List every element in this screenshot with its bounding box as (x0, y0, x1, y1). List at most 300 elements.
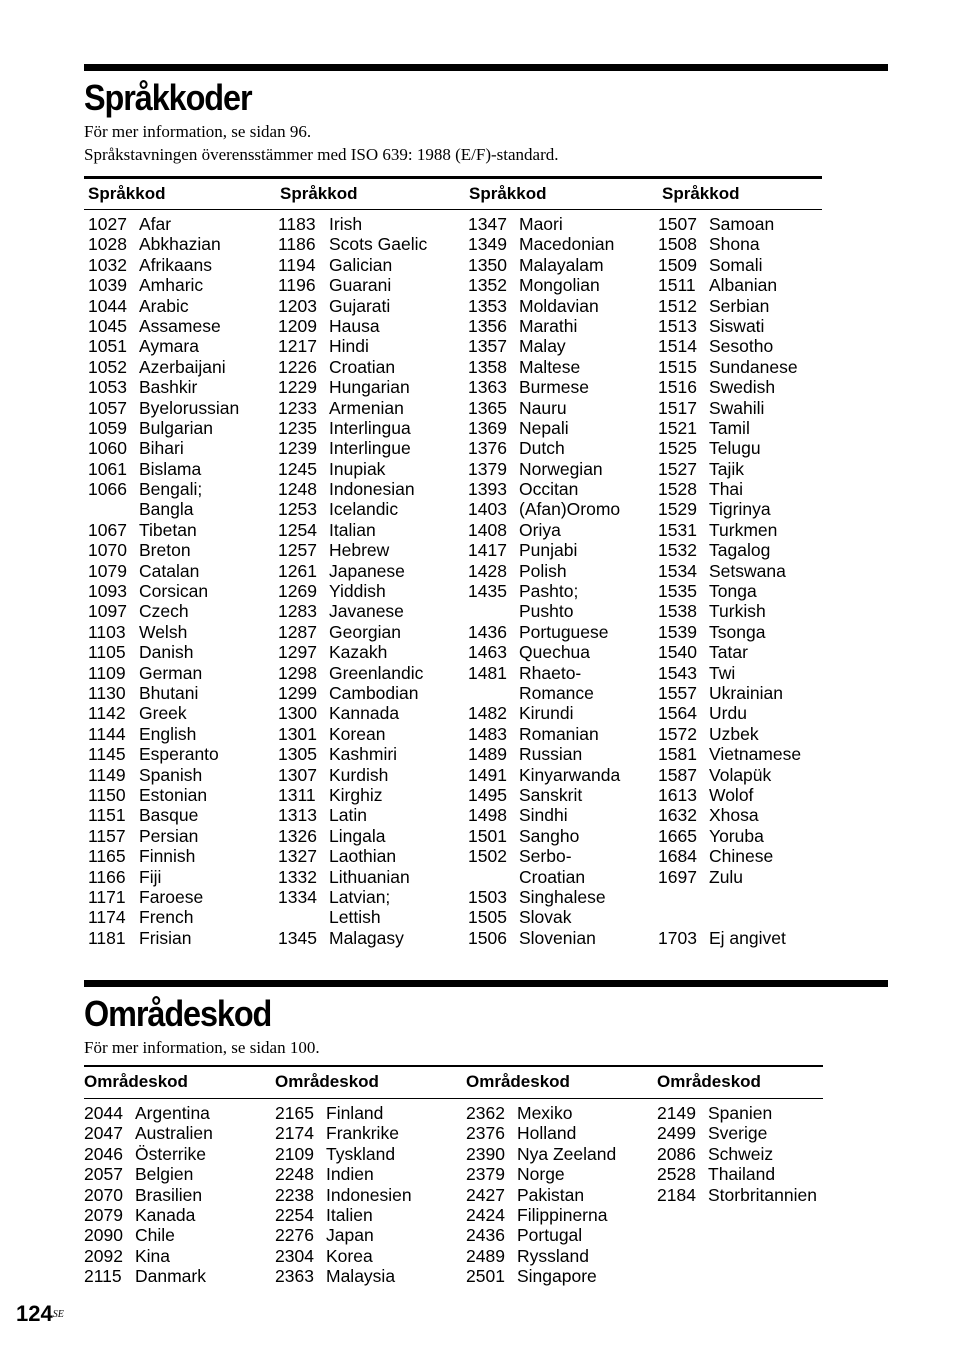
code-label: Indonesian (329, 479, 415, 500)
code-value: 2165 (275, 1103, 314, 1123)
code-value: 1257 (278, 540, 317, 561)
code-value: 1408 (468, 519, 507, 540)
code-label: Zulu (709, 866, 744, 887)
code-label: Malagasy (329, 927, 404, 948)
code-label: Hindi (329, 336, 369, 357)
code-label: Georgian (329, 621, 401, 642)
code-value: 1332 (278, 866, 317, 887)
code-label: Azerbaijani (139, 356, 226, 377)
code-label: Tyskland (326, 1143, 396, 1164)
code-value: 1363 (468, 377, 507, 398)
code-value: 1581 (658, 744, 697, 765)
code-label: Welsh (139, 621, 188, 642)
code-label: Indien (326, 1164, 374, 1185)
code-value: 1358 (468, 356, 507, 377)
code-label: Belgien (135, 1164, 194, 1185)
code-label: Singapore (517, 1266, 597, 1287)
code-value: 1253 (278, 499, 317, 520)
code-label: Hungarian (329, 377, 410, 398)
code-label: Spanish (139, 764, 203, 785)
code-value: 1498 (468, 805, 507, 826)
code-value: 1697 (658, 866, 697, 887)
code-label: Marathi (519, 315, 578, 336)
code-label: Storbritannien (708, 1184, 817, 1205)
code-value: 1067 (88, 519, 127, 540)
code-label: German (139, 662, 203, 683)
code-label: Greenlandic (329, 662, 424, 683)
code-label: Singhalese (519, 886, 606, 907)
code-label: Guarani (329, 275, 392, 296)
language-intro-line: För mer information, se sidan 96. (84, 122, 312, 141)
language-code-table (84, 176, 822, 956)
code-label: Amharic (139, 275, 204, 296)
code-value: 1254 (278, 519, 317, 540)
code-value: 2070 (84, 1184, 123, 1205)
code-value: 1181 (88, 927, 126, 948)
code-value: 1483 (468, 723, 507, 744)
code-value: 1130 (88, 682, 126, 703)
code-value: 1028 (88, 234, 127, 255)
code-label: Mongolian (519, 275, 600, 296)
code-label: Tonga (709, 581, 757, 602)
code-label: English (139, 723, 197, 744)
area-code-table (84, 1065, 823, 1295)
code-value: 1150 (88, 784, 126, 805)
code-value: 1508 (658, 234, 697, 255)
code-value: 1503 (468, 886, 507, 907)
code-label: Esperanto (139, 744, 219, 765)
code-label: Hausa (329, 315, 380, 336)
code-label: Sesotho (709, 336, 774, 357)
code-value: 1300 (278, 703, 317, 724)
code-label: Croatian (519, 866, 586, 887)
code-label: Japanese (329, 560, 405, 581)
code-label: Rhaeto- (519, 662, 582, 683)
code-label: Chile (135, 1225, 175, 1246)
code-label: Serbo- (519, 846, 572, 867)
code-label: Wolof (709, 784, 754, 805)
code-value: 1066 (88, 479, 127, 500)
code-label: Sindhi (519, 805, 568, 826)
column-header: Områdeskod (466, 1072, 570, 1091)
code-value: 2427 (466, 1184, 505, 1205)
code-value: 2379 (466, 1164, 505, 1185)
code-label: Kirghiz (329, 784, 383, 805)
code-label: Somali (709, 254, 763, 275)
code-label: Lithuanian (329, 866, 410, 887)
code-value: 1376 (468, 438, 507, 459)
code-label: Breton (139, 540, 191, 561)
code-value: 2109 (275, 1143, 314, 1164)
code-value: 2528 (657, 1164, 696, 1185)
code-label: Bengali; (139, 479, 203, 500)
code-label: Uzbek (709, 723, 759, 744)
code-label: Malaysia (326, 1266, 396, 1287)
code-label: Maori (519, 214, 563, 234)
code-label: Filippinerna (517, 1204, 608, 1225)
code-label: Interlingue (329, 438, 411, 459)
code-value: 1093 (88, 581, 127, 602)
code-label: Romance (519, 682, 594, 703)
code-value: 1151 (88, 805, 126, 826)
code-value: 1516 (658, 377, 697, 398)
code-label: Javanese (329, 601, 404, 622)
code-label: Hebrew (329, 540, 390, 561)
code-value: 1145 (88, 744, 126, 765)
code-value: 1345 (278, 927, 317, 948)
code-label: Polish (519, 560, 567, 581)
code-value: 1334 (278, 886, 317, 907)
code-label: Finnish (139, 846, 196, 867)
code-label: Interlingua (329, 417, 411, 438)
column-header: Områdeskod (657, 1072, 761, 1091)
code-value: 1587 (658, 764, 697, 785)
code-label: Yoruba (709, 825, 764, 846)
code-value: 1166 (88, 866, 126, 887)
code-label: Estonian (139, 784, 208, 805)
code-label: Catalan (139, 560, 200, 581)
code-value: 1299 (278, 682, 317, 703)
column-header: Språkkod (280, 184, 358, 203)
code-value: 1379 (468, 458, 507, 479)
code-value: 1525 (658, 438, 697, 459)
code-value: 1027 (88, 214, 127, 234)
area-codes-title: Områdeskod (84, 993, 272, 1034)
code-label: Kinyarwanda (519, 764, 621, 785)
code-value: 1495 (468, 784, 507, 805)
code-value: 1287 (278, 621, 317, 642)
code-value: 1051 (88, 336, 127, 357)
code-value: 1557 (658, 682, 697, 703)
code-label: Fiji (139, 866, 162, 887)
code-label: Thai (709, 479, 744, 500)
language-intro (84, 120, 559, 166)
page-number-value: 124 (16, 1301, 53, 1326)
code-value: 1349 (468, 234, 507, 255)
code-label: Pashto; (519, 581, 579, 602)
code-label: Burmese (519, 377, 590, 398)
code-label: Telugu (709, 438, 761, 459)
code-label: Twi (709, 662, 736, 683)
code-label: Irish (329, 214, 363, 234)
column-header: Områdeskod (84, 1072, 188, 1091)
code-label: Ukrainian (709, 682, 783, 703)
code-value: 1543 (658, 662, 697, 683)
code-label: Sanskrit (519, 784, 583, 805)
code-value: 1103 (88, 621, 126, 642)
code-value: 1428 (468, 560, 507, 581)
code-value: 1514 (658, 336, 697, 357)
code-value: 1511 (658, 275, 696, 296)
code-label: Moldavian (519, 295, 599, 316)
code-label: Sangho (519, 825, 580, 846)
code-value: 1491 (468, 764, 507, 785)
code-value: 1144 (88, 723, 126, 744)
code-value: 1505 (468, 907, 507, 928)
code-value: 1463 (468, 642, 507, 663)
code-label: Danish (139, 642, 194, 663)
code-value: 1248 (278, 479, 317, 500)
code-label: Bulgarian (139, 417, 213, 438)
code-value: 2115 (84, 1266, 122, 1287)
code-value: 1665 (658, 825, 697, 846)
section-rule-language (84, 64, 888, 71)
code-label: Latin (329, 805, 367, 826)
code-label: Mexiko (517, 1103, 573, 1123)
code-value: 1527 (658, 458, 697, 479)
code-value: 1489 (468, 744, 507, 765)
code-label: Ej angivet (709, 927, 786, 948)
code-value: 1301 (278, 723, 317, 744)
code-value: 2086 (657, 1143, 696, 1164)
code-label: Malayalam (519, 254, 604, 275)
code-label: Kanada (135, 1204, 196, 1225)
code-label: Kashmiri (329, 744, 398, 765)
code-value: 1528 (658, 479, 697, 500)
code-value: 2057 (84, 1164, 123, 1185)
code-label: Danmark (135, 1266, 206, 1287)
table-top-rule (84, 176, 822, 179)
area-intro: För mer information, se sidan 100. (84, 1038, 320, 1057)
code-label: Romanian (519, 723, 599, 744)
code-value: 1059 (88, 417, 127, 438)
code-value: 1507 (658, 214, 697, 234)
code-value: 1079 (88, 560, 127, 581)
code-label: Czech (139, 601, 189, 622)
page-number-suffix: SE (52, 1309, 64, 1320)
code-label: Nepali (519, 417, 569, 438)
code-value: 1347 (468, 214, 507, 234)
code-value: 1506 (468, 927, 507, 948)
code-label: Basque (139, 805, 199, 826)
code-label: Tatar (709, 642, 748, 663)
code-value: 1239 (278, 438, 317, 459)
code-label: Afar (139, 214, 172, 234)
code-value: 1684 (658, 846, 697, 867)
code-value: 2436 (466, 1225, 505, 1246)
code-value: 1149 (88, 764, 126, 785)
code-value: 1512 (658, 295, 697, 316)
code-label: Korean (329, 723, 386, 744)
code-label: Cambodian (329, 682, 419, 703)
code-label: Icelandic (329, 499, 399, 520)
code-label: Macedonian (519, 234, 615, 255)
code-label: Vietnamese (709, 744, 802, 765)
code-label: Bangla (139, 499, 194, 520)
code-value: 2254 (275, 1204, 314, 1225)
code-label: Norge (517, 1164, 565, 1185)
code-label: Portuguese (519, 621, 609, 642)
code-label: Corsican (139, 581, 209, 602)
code-label: Kazakh (329, 642, 388, 663)
code-value: 1369 (468, 417, 507, 438)
code-label: Abkhazian (139, 234, 221, 255)
code-label: Kannada (329, 703, 400, 724)
code-value: 1203 (278, 295, 317, 316)
code-label: Oriya (519, 519, 561, 540)
code-label: Pakistan (517, 1184, 585, 1205)
code-label: Japan (326, 1225, 374, 1246)
code-value: 2092 (84, 1245, 123, 1266)
code-label: Urdu (709, 703, 747, 724)
code-label: Finland (326, 1103, 384, 1123)
code-value: 1053 (88, 377, 127, 398)
code-label: French (139, 907, 194, 928)
code-value: 1501 (468, 825, 507, 846)
code-value: 1350 (468, 254, 507, 275)
code-value: 1532 (658, 540, 697, 561)
code-value: 1313 (278, 805, 317, 826)
table-top-rule (84, 1065, 823, 1067)
code-label: Albanian (709, 275, 778, 296)
code-value: 2501 (466, 1266, 505, 1287)
code-value: 2390 (466, 1143, 505, 1164)
code-value: 1352 (468, 275, 507, 296)
code-value: 1529 (658, 499, 697, 520)
code-label: Tagalog (709, 540, 771, 561)
code-label: Österrike (135, 1143, 206, 1164)
code-value: 1540 (658, 642, 697, 663)
code-label: Portugal (517, 1225, 583, 1246)
code-label: Afrikaans (139, 254, 212, 275)
code-value: 2174 (275, 1123, 314, 1144)
code-label: Bashkir (139, 377, 198, 398)
code-value: 2499 (657, 1123, 696, 1144)
code-value: 2079 (84, 1204, 123, 1225)
code-label: Slovak (519, 907, 572, 928)
code-value: 1356 (468, 315, 507, 336)
code-label: Croatian (329, 356, 396, 377)
code-value: 2046 (84, 1143, 123, 1164)
code-label: Indonesien (326, 1184, 412, 1205)
code-value: 1326 (278, 825, 317, 846)
code-label: Tibetan (139, 519, 197, 540)
code-label: Persian (139, 825, 199, 846)
code-label: Holland (517, 1123, 577, 1144)
code-label: Samoan (709, 214, 775, 234)
code-label: Kurdish (329, 764, 389, 785)
code-value: 2424 (466, 1204, 505, 1225)
table-header-rule (84, 209, 822, 210)
code-value: 1070 (88, 540, 127, 561)
code-label: Scots Gaelic (329, 234, 428, 255)
code-value: 1217 (278, 336, 317, 357)
code-label: Dutch (519, 438, 565, 459)
code-value: 1105 (88, 642, 126, 663)
code-label: Maltese (519, 356, 581, 377)
code-value: 2044 (84, 1103, 123, 1123)
code-label: Byelorussian (139, 397, 240, 418)
code-value: 1097 (88, 601, 127, 622)
code-label: Norwegian (519, 458, 603, 479)
code-label: Turkmen (709, 519, 778, 540)
code-value: 1194 (278, 254, 316, 275)
code-value: 1539 (658, 621, 697, 642)
code-value: 1531 (658, 519, 697, 540)
code-value: 1052 (88, 356, 127, 377)
code-value: 1521 (658, 417, 697, 438)
code-label: Arabic (139, 295, 189, 316)
code-value: 1174 (88, 907, 126, 928)
code-value: 1183 (278, 214, 316, 234)
code-value: 2047 (84, 1123, 123, 1144)
code-label: Australien (135, 1123, 213, 1144)
code-value: 1305 (278, 744, 317, 765)
code-label: Schweiz (708, 1143, 774, 1164)
code-value: 1481 (468, 662, 507, 683)
code-value: 1353 (468, 295, 507, 316)
code-value: 1517 (658, 397, 697, 418)
code-value: 2304 (275, 1245, 314, 1266)
code-label: Latvian; (329, 886, 391, 907)
code-label: Nya Zeeland (517, 1143, 617, 1164)
code-value: 1703 (658, 927, 697, 948)
code-value: 1535 (658, 581, 697, 602)
code-label: Swedish (709, 377, 776, 398)
code-value: 1515 (658, 356, 697, 377)
code-value: 1403 (468, 499, 507, 520)
code-label: Greek (139, 703, 187, 724)
code-value: 2248 (275, 1164, 314, 1185)
code-label: Serbian (709, 295, 770, 316)
code-label: Volapük (709, 764, 772, 785)
code-value: 1417 (468, 540, 507, 561)
code-value: 1186 (278, 234, 316, 255)
code-value: 1327 (278, 846, 317, 867)
code-label: Aymara (139, 336, 199, 357)
code-label: Turkish (709, 601, 766, 622)
language-intro-line: Språkstavningen överensstämmer med ISO 639: 1988 (E/F)-standard. (84, 145, 559, 164)
code-value: 1235 (278, 417, 317, 438)
section-rule-area (84, 980, 888, 987)
code-value: 1044 (88, 295, 127, 316)
code-label: Kirundi (519, 703, 574, 724)
code-value: 1482 (468, 703, 507, 724)
code-label: Sverige (708, 1123, 768, 1144)
code-value: 1045 (88, 315, 127, 336)
column-header: Språkkod (469, 184, 547, 203)
language-codes-title: Språkkoder (84, 77, 252, 118)
code-label: Faroese (139, 886, 204, 907)
code-value: 1032 (88, 254, 127, 275)
code-label: Siswati (709, 315, 765, 336)
code-value: 1196 (278, 275, 316, 296)
code-value: 1513 (658, 315, 697, 336)
code-value: 1039 (88, 275, 127, 296)
code-value: 1509 (658, 254, 697, 275)
code-label: Gujarati (329, 295, 391, 316)
code-value: 1572 (658, 723, 697, 744)
code-label: Assamese (139, 315, 221, 336)
code-value: 1311 (278, 784, 316, 805)
code-label: Laothian (329, 846, 397, 867)
code-label: Korea (326, 1245, 373, 1266)
code-value: 1171 (88, 886, 126, 907)
code-label: Shona (709, 234, 760, 255)
column-header: Språkkod (88, 184, 166, 203)
code-value: 2362 (466, 1103, 505, 1123)
code-label: Italien (326, 1204, 373, 1225)
code-label: Lettish (329, 907, 381, 928)
code-label: (Afan)Oromo (519, 499, 621, 520)
code-value: 2363 (275, 1266, 314, 1287)
code-label: Punjabi (519, 540, 578, 561)
code-value: 1209 (278, 315, 317, 336)
code-value: 1283 (278, 601, 317, 622)
code-value: 1245 (278, 458, 317, 479)
column-header: Språkkod (662, 184, 740, 203)
code-label: Occitan (519, 479, 579, 500)
